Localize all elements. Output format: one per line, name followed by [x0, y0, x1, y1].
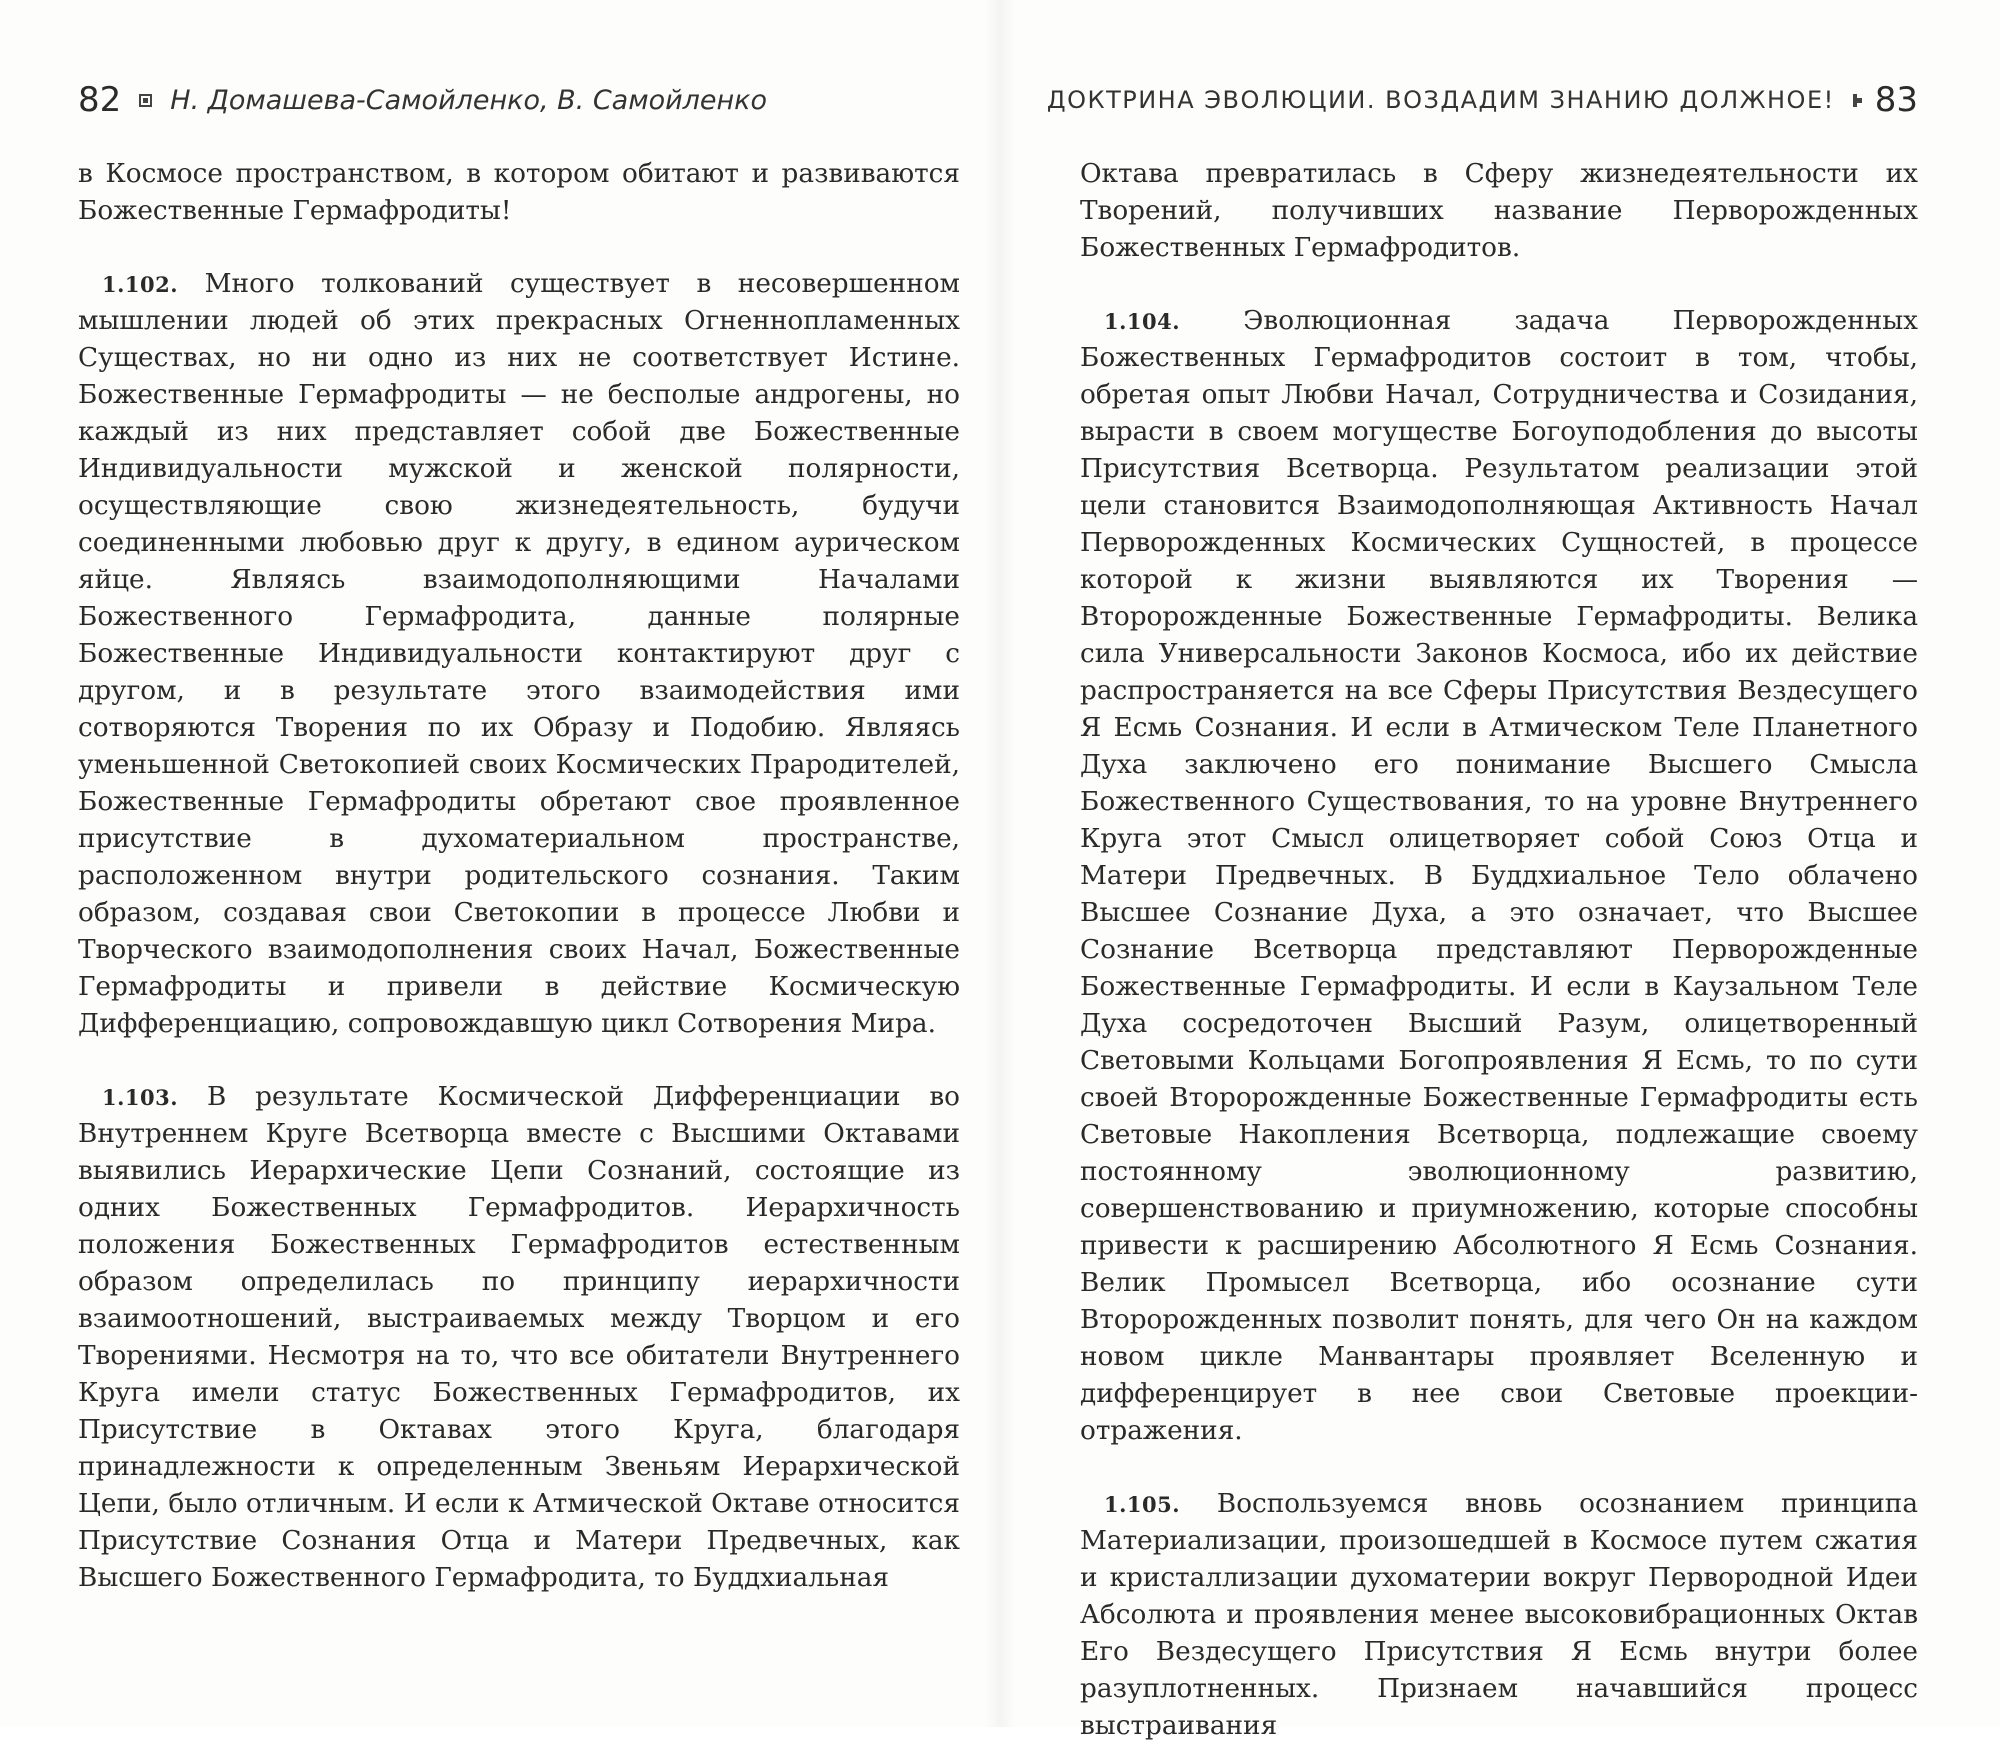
paragraph-number: 1.104.	[1104, 309, 1181, 334]
right-page-header	[1046, 78, 1918, 122]
left-page	[0, 0, 1000, 1727]
paragraph-number: 1.102.	[102, 272, 179, 297]
ornament-icon	[1853, 94, 1857, 107]
right-page	[1000, 0, 2000, 1741]
paragraph-text: Воспользуемся вновь осознанием принципа Материализации, произошедшей в Космосе путем сжатия и кристаллизации духоматерии вокруг Первородной Идеи Абсолюта и проявления менее высоковибрационных Октав Его Вездесущего Присутствия Я Есмь внутри более разуплотненных. Признаем начавшийся процесс выстраивания	[1080, 1489, 1918, 1741]
ornament-icon	[139, 94, 152, 107]
paragraph-text: Много толкований существует в несовершенном мышлении людей об этих прекрасных Огненнопламенных Существах, но ни одно из них не соответствует Истине. Божественные Гермафродиты — не бесполые андрогены, но каждый из них представляет собой две Божественные Индивидуальности мужской и женской полярности, осуществляющие свою жизнедеятельность, будучи соединенными любовью друг к другу, в едином аурическом яйце. Являясь взаимодополняющими Началами Божественного Гермафродита, данные полярные Божественные Индивидуальности контактируют друг с другом, и в результате этого взаимодействия ими сотворяются Творения по их Образу и Подобию. Являясь уменьшенной Светокопией своих Космических Прародителей, Божественные Гермафродиты обретают свое проявленное присутствие в духоматериальном пространстве, расположенном внутри родительского сознания. Таким образом, создавая свои Светокопии в процессе Любви и Творческого взаимодополнения своих Начал, Божественные Гермафродиты и привели в действие Космическую Дифференциацию, сопровождавшую цикл Сотворения Мира.	[78, 269, 960, 1039]
paragraph-1-102	[78, 266, 960, 1043]
right-continuation-text: Октава превратилась в Сферу жизнедеятельности их Творений, получивших название Перворожденных Божественных Гермафродитов.	[1080, 159, 1918, 263]
paragraph-text: В результате Космической Дифференциации во Внутреннем Круге Всетворца вместе с Высшими Октавами выявились Иерархические Цепи Сознаний, состоящие из одних Божественных Гермафродитов. Иерархичность положения Божественных Гермафродитов естественным образом определилась по принципу иерархичности взаимоотношений, выстраиваемых между Творцом и его Творениями. Несмотря на то, что все обитатели Внутреннего Круга имели статус Божественных Гермафродитов, их Присутствие в Октавах этого Круга, благодаря принадлежности к определенным Звеньям Иерархической Цепи, было отличным. И если к Атмической Октаве относится Присутствие Сознания Отца и Матери Предвечных, как Высшего Божественного Гермафродита, то Буддхиальная	[78, 1082, 961, 1593]
left-page-number: 82	[78, 80, 122, 120]
left-running-title: Н. Домашева-Самойленко, В. Самойленко	[170, 84, 767, 116]
paragraph-1-104	[1080, 303, 1918, 1450]
right-page-number: 83	[1874, 80, 1918, 120]
paragraph-number: 1.105.	[1104, 1492, 1181, 1517]
left-continuation-text: в Космосе пространством, в котором обитают и развиваются Божественные Гермафродиты!	[78, 159, 960, 226]
paragraph-1-103	[78, 1079, 960, 1597]
right-running-title: ДОКТРИНА ЭВОЛЮЦИИ. ВОЗДАДИМ ЗНАНИЮ ДОЛЖНОЕ!	[1046, 86, 1835, 114]
left-page-header	[78, 78, 960, 122]
paragraph-1-105	[1080, 1486, 1918, 1745]
paragraph-text: Эволюционная задача Перворожденных Божественных Гермафродитов состоит в том, чтобы, обретая опыт Любви Начал, Сотрудничества и Созидания, вырасти в своем могуществе Богоуподобления до высоты Присутствия Всетворца. Результатом реализации этой цели становится Взаимодополняющая Активность Начал Перворожденных Космических Сущностей, в процессе которой к жизни выявляются их Творения — Второрожденные Божественные Гермафродиты. Велика сила Универсальности Законов Космоса, ибо их действие распространяется на все Сферы Присутствия Вездесущего Я Есмь Сознания. И если в Атмическом Теле Планетного Духа заключено его понимание Высшего Смысла Божественного Существования, то на уровне Внутреннего Круга этот Смысл олицетворяет собой Союз Отца и Матери Предвечных. В Буддхиальное Тело облачено Высшее Сознание Духа, а это означает, что Высшее Сознание Всетворца представляют Перворожденные Божественные Гермафродиты. И если в Каузальном Теле Духа сосредоточен Высший Разум, олицетворенный Световыми Кольцами Богопроявления Я Есмь, то по сути своей Второрожденные Божественные Гермафродиты есть Световые Накопления Всетворца, подлежащие своему постоянному эволюционному развитию, совершенствованию и приумножению, которые способны привести к расширению Абсолютного Я Есмь Сознания. Велик Промысел Всетворца, ибо осознание сути Второрожденных позволит понять, для чего Он на каждом новом цикле Манвантары проявляет Вселенную и дифференцирует в нее свои Световые проекции-отражения.	[1080, 306, 1919, 1446]
paragraph-number: 1.103.	[102, 1085, 179, 1110]
